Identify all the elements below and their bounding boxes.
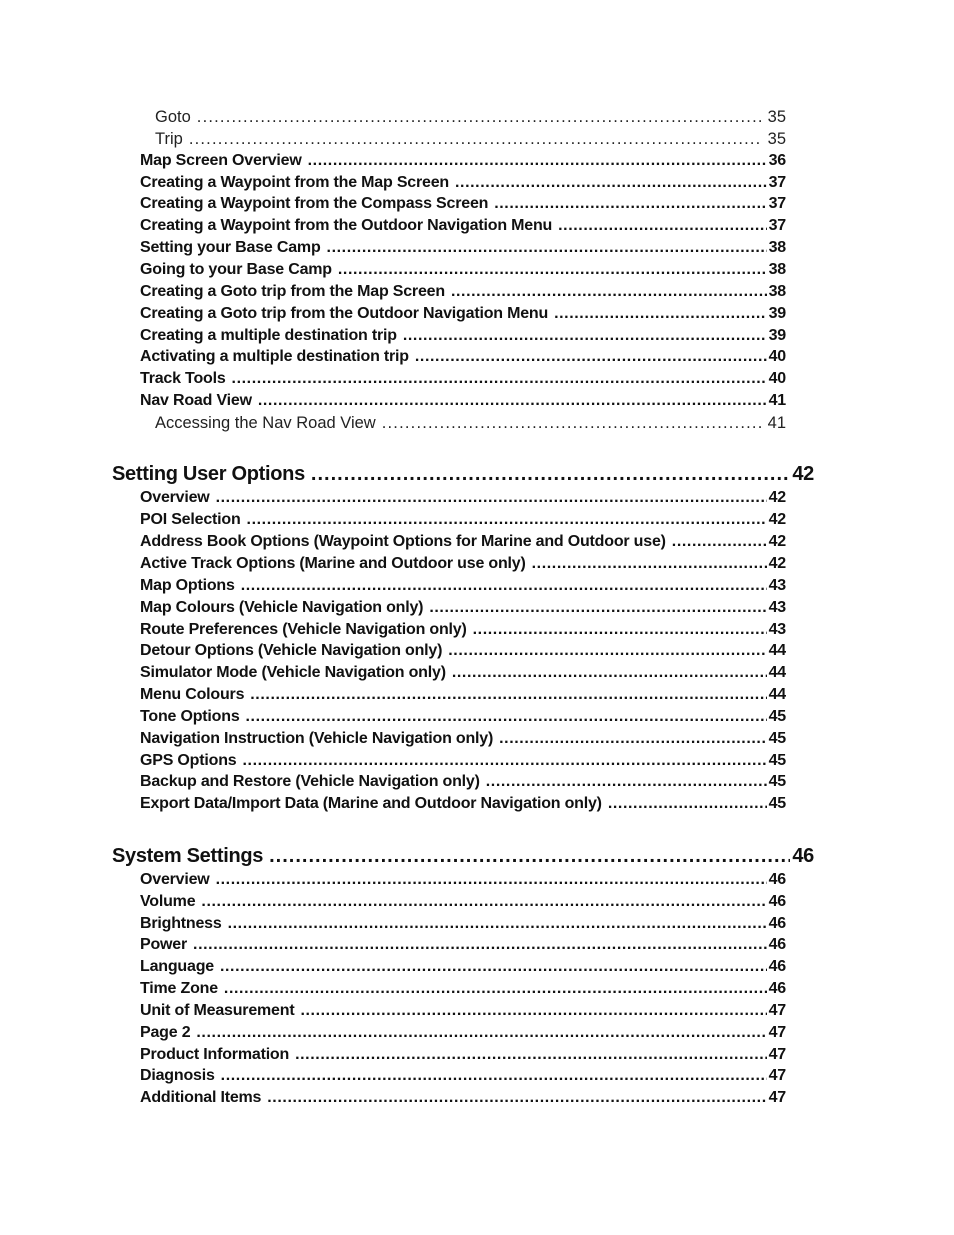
toc-page-number: 46: [768, 958, 786, 976]
toc-page-number: 42: [768, 554, 786, 572]
dot-leader: [300, 1002, 766, 1020]
toc-entry[interactable]: [140, 621, 786, 639]
dot-leader: [308, 152, 767, 170]
toc-entry-title: Product Information: [140, 1045, 290, 1063]
toc-entry[interactable]: [140, 348, 786, 366]
toc-entry[interactable]: [140, 152, 786, 170]
toc-entry-title: Address Book Options (Waypoint Options for Marine and Outdoor use): [140, 533, 666, 551]
toc-page-number: 44: [768, 686, 786, 704]
toc-entry-title: Backup and Restore (Vehicle Navigation only): [140, 773, 480, 791]
toc-entry-title: Overview: [140, 870, 210, 888]
toc-entry[interactable]: [140, 752, 786, 770]
dot-leader: [311, 463, 790, 486]
dot-leader: [267, 1089, 766, 1107]
toc-entry[interactable]: [140, 370, 786, 388]
toc-entry[interactable]: [140, 555, 786, 573]
toc-entry-title: Creating a Waypoint from the Outdoor Navigation Menu: [140, 217, 553, 235]
dot-leader: [415, 348, 767, 366]
dot-leader: [455, 174, 767, 192]
toc-entry[interactable]: [140, 261, 786, 279]
toc-entry-title: Additional Items: [140, 1089, 262, 1107]
toc-entry[interactable]: [140, 893, 786, 911]
dot-leader: [250, 686, 766, 704]
dot-leader: [554, 305, 767, 323]
dot-leader: [295, 1046, 767, 1064]
toc-entry-title: Route Preferences (Vehicle Navigation only): [140, 620, 467, 638]
toc-entry[interactable]: [140, 958, 786, 976]
toc-entry[interactable]: [140, 871, 786, 889]
toc-entry[interactable]: [140, 915, 786, 933]
dot-leader: [672, 533, 767, 551]
toc-entry-title: Goto: [155, 108, 191, 126]
toc-entry-title: Creating a multiple destination trip: [140, 326, 397, 344]
toc-page-number: 46: [792, 844, 814, 867]
toc-entry-title: Active Track Options (Marine and Outdoor use only): [140, 554, 526, 572]
toc-page-number: 38: [768, 239, 786, 257]
toc-page-number: 47: [768, 1001, 786, 1019]
toc-entry-title: Page 2: [140, 1023, 191, 1041]
toc-entry[interactable]: [140, 1002, 786, 1020]
toc-entry-title: Language: [140, 958, 214, 976]
toc-page-number: 47: [768, 1067, 786, 1085]
dot-leader: [246, 708, 767, 726]
toc-entry[interactable]: [140, 664, 786, 682]
toc-entry-title: Activating a multiple destination trip: [140, 348, 409, 366]
toc-page-number: 46: [768, 980, 786, 998]
toc-entry[interactable]: [140, 283, 786, 301]
dot-leader: [197, 108, 762, 127]
dot-leader: [451, 283, 767, 301]
toc-page-number: 45: [768, 729, 786, 747]
toc-page-number: 46: [768, 892, 786, 910]
toc-section-heading[interactable]: [112, 845, 814, 868]
toc-entry[interactable]: [140, 795, 786, 813]
toc-page-number: 40: [768, 348, 786, 366]
toc-page-number: 37: [768, 217, 786, 235]
toc-entry-title: Nav Road View: [140, 392, 252, 410]
toc-entry[interactable]: [140, 980, 786, 998]
toc-entry[interactable]: [140, 708, 786, 726]
toc-page-number: 35: [767, 108, 786, 126]
dot-leader: [201, 893, 766, 911]
toc-entry-title: Setting your Base Camp: [140, 239, 321, 257]
dot-leader: [193, 936, 767, 954]
toc-entry[interactable]: [140, 195, 786, 213]
toc-entry[interactable]: [140, 392, 786, 410]
toc-page-number: 46: [768, 870, 786, 888]
dot-leader: [269, 845, 790, 868]
toc-entry-title: Going to your Base Camp: [140, 260, 332, 278]
toc-entry-title: POI Selection: [140, 511, 241, 529]
toc-entry[interactable]: [140, 1089, 786, 1107]
toc-page-number: 42: [792, 463, 814, 486]
toc-page-number: 41: [767, 413, 786, 432]
toc-entry[interactable]: [140, 174, 786, 192]
toc-entry-title: Creating a Waypoint from the Map Screen: [140, 173, 449, 191]
toc-entry-title: Accessing the Nav Road View: [155, 413, 376, 432]
toc-entry-title: Creating a Waypoint from the Compass Screen: [140, 195, 489, 213]
dot-leader: [382, 414, 762, 433]
toc-page-number: 46: [768, 936, 786, 954]
toc-entry-title: Navigation Instruction (Vehicle Navigation only): [140, 729, 494, 747]
dot-leader: [216, 871, 767, 889]
toc-entry[interactable]: [140, 577, 786, 595]
toc-entry[interactable]: [140, 489, 786, 507]
toc-entry-title: Map Options: [140, 576, 235, 594]
dot-leader: [403, 327, 767, 345]
toc-page-number: 45: [768, 773, 786, 791]
dot-leader: [448, 642, 766, 660]
dot-leader: [228, 915, 767, 933]
toc-entry-title: Overview: [140, 489, 210, 507]
toc-entry[interactable]: [140, 239, 786, 257]
toc-entry-title: Trip: [155, 129, 183, 148]
toc-entry-title: Simulator Mode (Vehicle Navigation only): [140, 664, 446, 682]
toc-entry-title: Track Tools: [140, 370, 226, 388]
toc-page-number: 44: [768, 664, 786, 682]
dot-leader: [499, 730, 766, 748]
toc-entry-title: Export Data/Import Data (Marine and Outdoor Navigation only): [140, 795, 602, 813]
toc-page-number: 47: [768, 1023, 786, 1041]
toc-page-number: 42: [768, 511, 786, 529]
dot-leader: [258, 392, 767, 410]
dot-leader: [452, 664, 767, 682]
toc-entry[interactable]: [140, 533, 786, 551]
toc-page-number: 40: [768, 370, 786, 388]
toc-entry[interactable]: [140, 936, 786, 954]
toc-section-heading[interactable]: [112, 463, 814, 486]
toc-page-number: 37: [768, 173, 786, 191]
toc-entry-title: Creating a Goto trip from the Map Screen: [140, 282, 445, 300]
toc-entry[interactable]: [140, 327, 786, 345]
toc-page-number: 42: [768, 533, 786, 551]
toc-entry[interactable]: [155, 414, 786, 433]
toc-page-number: 43: [768, 576, 786, 594]
toc-page-number: 47: [768, 1089, 786, 1107]
toc-entry[interactable]: [140, 686, 786, 704]
toc-entry-title: Power: [140, 936, 188, 954]
dot-leader: [216, 489, 767, 507]
toc-page-number: 43: [768, 598, 786, 616]
dot-leader: [532, 555, 767, 573]
toc-page-number: 36: [768, 151, 786, 169]
toc-page-number: 44: [768, 642, 786, 660]
dot-leader: [232, 370, 767, 388]
dot-leader: [220, 958, 767, 976]
toc-entry-title: System Settings: [112, 844, 264, 867]
toc-entry[interactable]: [140, 1067, 786, 1085]
dot-leader: [473, 621, 767, 639]
toc-page-number: 38: [768, 260, 786, 278]
toc-entry-title: Map Colours (Vehicle Navigation only): [140, 598, 424, 616]
dot-leader: [247, 511, 767, 529]
toc-page-number: 47: [768, 1045, 786, 1063]
dot-leader: [242, 752, 766, 770]
toc-entry-title: Setting User Options: [112, 463, 305, 486]
dot-leader: [224, 980, 767, 998]
toc-entry[interactable]: [140, 1046, 786, 1064]
toc-entry-title: Detour Options (Vehicle Navigation only): [140, 642, 443, 660]
toc-entry[interactable]: [140, 217, 786, 235]
dot-leader: [429, 599, 766, 617]
toc-entry-title: Brightness: [140, 914, 222, 932]
toc-entry[interactable]: [140, 599, 786, 617]
dot-leader: [558, 217, 766, 235]
toc-entry[interactable]: [140, 511, 786, 529]
toc-entry[interactable]: [140, 1024, 786, 1042]
toc-entry[interactable]: [140, 730, 786, 748]
toc-page-number: 45: [768, 751, 786, 769]
dot-leader: [486, 773, 767, 791]
toc-entry-title: Volume: [140, 892, 196, 910]
toc-entry-title: Unit of Measurement: [140, 1001, 295, 1019]
dot-leader: [327, 239, 767, 257]
toc-page-number: 35: [767, 129, 786, 148]
toc-page-number: 45: [768, 707, 786, 725]
toc-page-number: 41: [768, 392, 786, 410]
toc-entry-title: GPS Options: [140, 751, 237, 769]
dot-leader: [494, 195, 766, 213]
toc-entry-title: Diagnosis: [140, 1067, 215, 1085]
toc-entry-title: Creating a Goto trip from the Outdoor Navigation Menu: [140, 304, 549, 322]
toc-page-number: 43: [768, 620, 786, 638]
toc-entry[interactable]: [155, 130, 786, 149]
dot-leader: [196, 1024, 766, 1042]
toc-entry-title: Tone Options: [140, 707, 240, 725]
toc-page-number: 39: [768, 326, 786, 344]
toc-entry-title: Time Zone: [140, 980, 218, 998]
dot-leader: [338, 261, 767, 279]
dot-leader: [221, 1067, 767, 1085]
toc-entry-title: Menu Colours: [140, 686, 245, 704]
toc-page-number: 38: [768, 282, 786, 300]
toc-page-number: 39: [768, 304, 786, 322]
toc-entry-title: Map Screen Overview: [140, 151, 302, 169]
toc-page-number: 46: [768, 914, 786, 932]
toc-page-number: 37: [768, 195, 786, 213]
dot-leader: [241, 577, 767, 595]
toc-entry[interactable]: [140, 305, 786, 323]
toc-page-number: 42: [768, 489, 786, 507]
toc-entry[interactable]: [155, 108, 786, 127]
toc-page-number: 45: [768, 795, 786, 813]
toc-entry[interactable]: [140, 773, 786, 791]
dot-leader: [189, 130, 762, 149]
dot-leader: [608, 795, 767, 813]
toc-entry[interactable]: [140, 642, 786, 660]
